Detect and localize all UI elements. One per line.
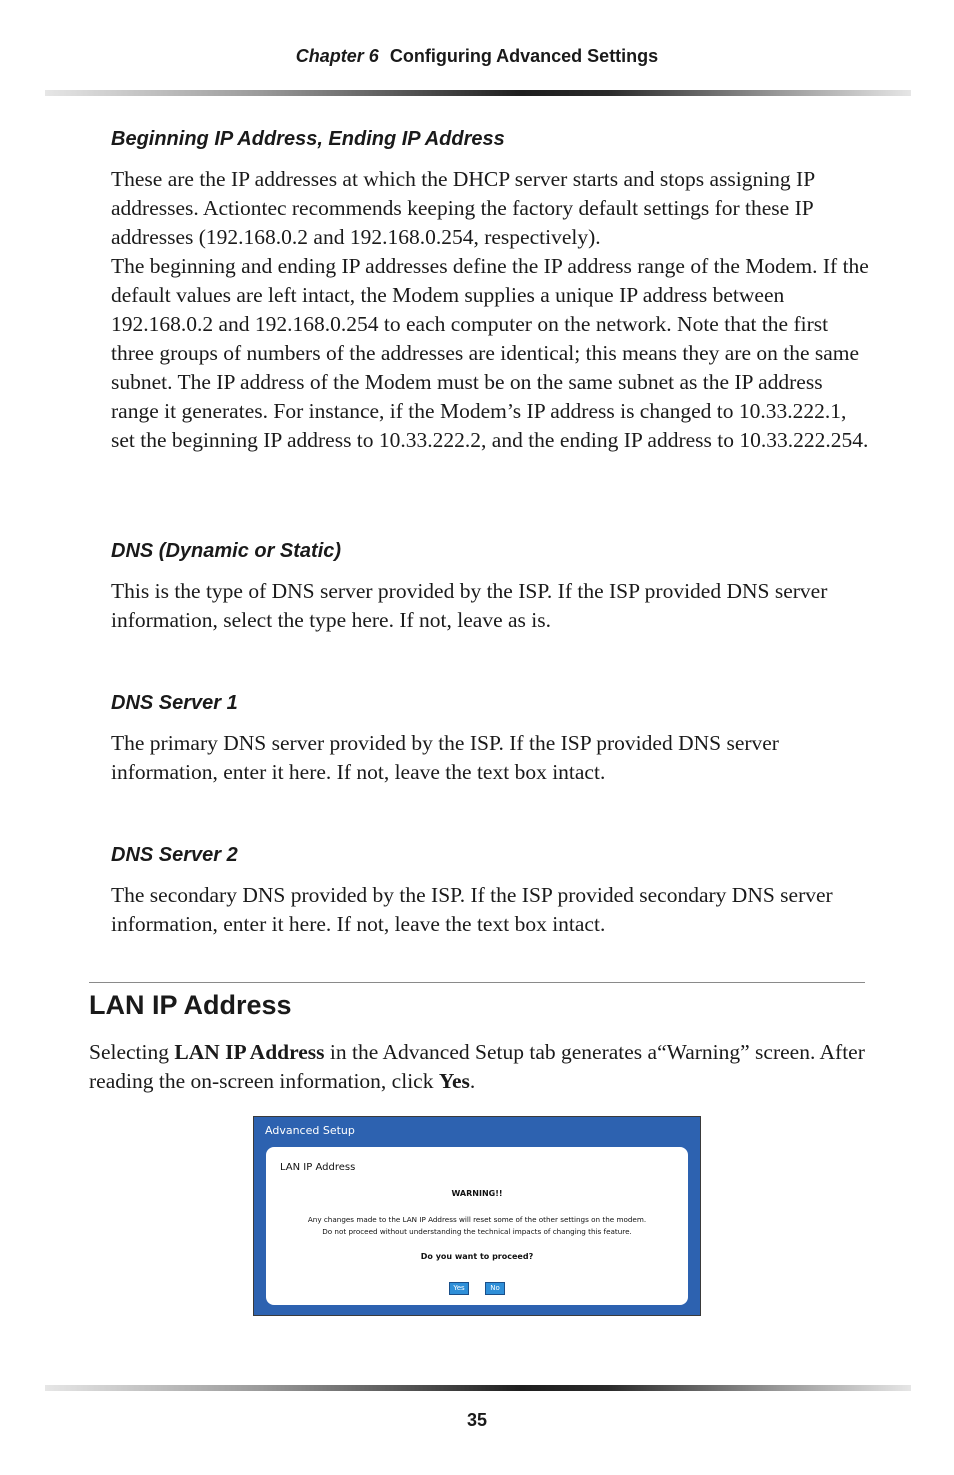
section-dns-type (111, 540, 871, 635)
page-number: 35 (466, 1410, 488, 1430)
lan-paragraph (89, 1038, 879, 1096)
section-divider (89, 982, 865, 983)
button-row (266, 1277, 688, 1295)
section-heading: DNS Server 1 (111, 692, 238, 714)
window-title: Advanced Setup (265, 1124, 355, 1137)
footer-rule (45, 1385, 911, 1391)
bold-term: LAN IP Address (174, 1040, 325, 1064)
section-heading: Beginning IP Address, Ending IP Address (111, 128, 505, 150)
header-rule (45, 90, 911, 96)
chapter-label: Chapter 6 (295, 46, 379, 66)
running-header (0, 46, 954, 67)
yes-button[interactable]: Yes (449, 1282, 469, 1295)
paragraph: The beginning and ending IP addresses define the IP address range of the Modem. If the default values are left intact, the Modem supplies a unique IP address between 192.168.0.2 and 192.168.0.254 to each computer on the network. Note that the first three groups of numbers of the addresses are identical; this means they are on the same subnet. The IP address of the Modem must be on the same subnet as the IP address range it generates. For instance, if the Modem’s IP address is changed to 10.33.222.1, set the beginning IP address to 10.33.222.2, and the ending IP address to 10.33.222.254. (111, 254, 869, 452)
warning-panel (266, 1147, 688, 1305)
warning-message-line: Any changes made to the LAN IP Address will reset some of the other settings on the modem. (307, 1215, 647, 1224)
section-heading: DNS (Dynamic or Static) (111, 540, 342, 562)
paragraph: The secondary DNS provided by the ISP. If the ISP provided secondary DNS server information, enter it here. If not, leave the text box intact. (111, 883, 833, 936)
panel-title: LAN IP Address (280, 1162, 356, 1173)
text-run: . (469, 1069, 476, 1093)
paragraph: This is the type of DNS server provided by the ISP. If the ISP provided DNS server information, select the type here. If not, leave as is. (111, 579, 828, 632)
chapter-title: Configuring Advanced Settings (389, 46, 659, 66)
no-button[interactable]: No (485, 1282, 505, 1295)
text-run: Selecting (89, 1040, 175, 1064)
warning-message-line: Do not proceed without understanding the technical impacts of changing this feature. (322, 1227, 632, 1236)
section-dns-server-1 (111, 692, 871, 787)
warning-label: WARNING!! (451, 1189, 503, 1198)
text-run: in the Advanced Setup tab generates a“Warning” screen. After reading the on-screen information, click (89, 1040, 865, 1093)
bold-term: Yes (438, 1069, 470, 1093)
warning-screenshot (253, 1116, 701, 1316)
paragraph: The primary DNS server provided by the ISP. If the ISP provided DNS server information, enter it here. If not, leave the text box intact. (111, 731, 779, 784)
section-heading: DNS Server 2 (111, 844, 238, 866)
paragraph: These are the IP addresses at which the DHCP server starts and stops assigning IP addresses. Actiontec recommends keeping the factory default settings for these IP addresses (192.168.0.2 and 192.168.0.254, respectively). (111, 167, 815, 249)
lan-section-title: LAN IP Address (89, 990, 292, 1020)
section-ip-range (111, 128, 871, 455)
proceed-question: Do you want to proceed? (420, 1252, 534, 1261)
section-dns-server-2 (111, 844, 871, 939)
